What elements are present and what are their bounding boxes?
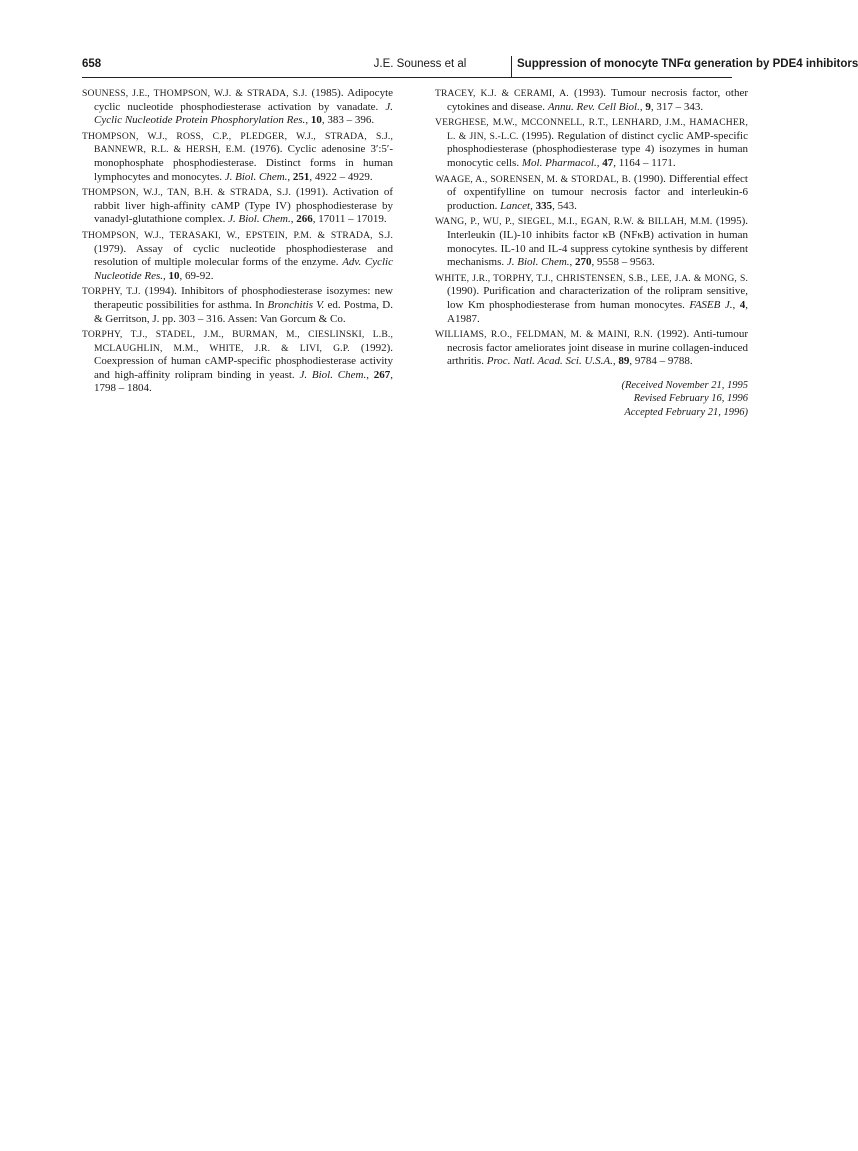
page-number: 658 [82, 58, 102, 70]
reference-entry: THOMPSON, W.J., TAN, B.H. & STRADA, S.J. (1991). Activation of rabbit liver high-affinity cAMP (Type IV) phosphodiesterase by vanadyl-glutathione complex. J. Biol. Chem., 266, 17011 – 17019. [82, 186, 393, 226]
reference-entry: WAAGE, A., SORENSEN, M. & STORDAL, B. (1990). Differential effect of oxpentifylline on tumour necrosis factor and interleukin-6 production. Lancet, 335, 543. [435, 172, 748, 212]
reference-entry: VERGHESE, M.W., MCCONNELL, R.T., LENHARD, J.M., HAMACHER, L. & JIN, S.-L.C. (1995). Regulation of distinct cyclic AMP-specific phosphodiesterase (phosphodiesterase type 4) isozymes in human monocytic cells. Mol. Pharmacol., 47, 1164 – 1171. [435, 117, 748, 169]
reference-entry: TORPHY, T.J. (1994). Inhibitors of phosphodiesterase isozymes: new therapeutic possibilities for asthma. In Bronchitis V. ed. Postma, D. & Gerritson, J. pp. 303 – 316. Assen: Van Gorcum & Co. [82, 285, 393, 325]
revised-date: Revised February 16, 1996 [633, 393, 748, 405]
accepted-date: Accepted February 21, 1996) [624, 406, 748, 418]
header-rule [82, 77, 732, 78]
reference-entry: WHITE, J.R., TORPHY, T.J., CHRISTENSEN, S.B., LEE, J.A. & MONG, S. (1990). Purification and characterization of the rolipram sensitive, low Km phosphodiesterase from human monocytes. FASEB J., 4, A1987. [435, 272, 748, 325]
reference-entry: SOUNESS, J.E., THOMPSON, W.J. & STRADA, S.J. (1985). Adipocyte cyclic nucleotide phosphodiesterase activation by vanadate. J. Cyclic Nucleotide Protein Phosphorylation Res., 10, 383 – 396. [82, 87, 394, 127]
reference-entry: THOMPSON, W.J., ROSS, C.P., PLEDGER, W.J., STRADA, S.J., BANNEWR, R.L. & HERSH, E.M. (1976). Cyclic adenosine 3′:5′-monophosphate phosphodiesterase. Distinct forms in human lymphocytes and monocytes. J. Biol. Chem., 251, 4922 – 4929. [82, 130, 393, 183]
received-dates [435, 379, 748, 419]
received-date: (Received November 21, 1995 [621, 379, 748, 391]
reference-entry: THOMPSON, W.J., TERASAKI, W., EPSTEIN, P.M. & STRADA, S.J. (1979). Assay of cyclic nucleotide phosphodiesterase and resolution of multiple molecular forms of the enzyme. Adv. Cyclic Nucleotide Res., 10, 69-92. [82, 229, 393, 282]
reference-entry: WILLIAMS, R.O., FELDMAN, M. & MAINI, R.N. (1992). Anti-tumour necrosis factor ameliorates joint disease in murine collagen-induced arthritis. Proc. Natl. Acad. Sci. U.S.A., 89, 9784 – 9788. [435, 328, 748, 368]
running-header [82, 58, 858, 78]
header-separator [511, 56, 512, 77]
running-authors: J.E. Souness et al [373, 58, 467, 70]
running-title: Suppression of monocyte TNFα generation by PDE4 inhibitors [517, 58, 858, 70]
reference-entry: TORPHY, T.J., STADEL, J.M., BURMAN, M., CIESLINSKI, L.B., MCLAUGHLIN, M.M., WHITE, J.R. & LIVI, G.P. (1992). Coexpression of human cAMP-specific phosphodiesterase activity and high-affinity rolipram binding in yeast. J. Biol. Chem., 267, 1798 – 1804. [82, 329, 394, 395]
reference-entry: WANG, P., WU, P., SIEGEL, M.I., EGAN, R.W. & BILLAH, M.M. (1995). Interleukin (IL)-10 inhibits factor κB (NFκB) activation in human monocytes. IL-10 and IL-4 suppress cytokine synthesis by different mechanisms. J. Biol. Chem., 270, 9558 – 9563. [435, 215, 749, 269]
reference-entry: TRACEY, K.J. & CERAMI, A. (1993). Tumour necrosis factor, other cytokines and disease. Annu. Rev. Cell Biol., 9, 317 – 343. [435, 87, 748, 113]
left-reference-column [82, 87, 393, 398]
right-reference-column [435, 87, 748, 419]
